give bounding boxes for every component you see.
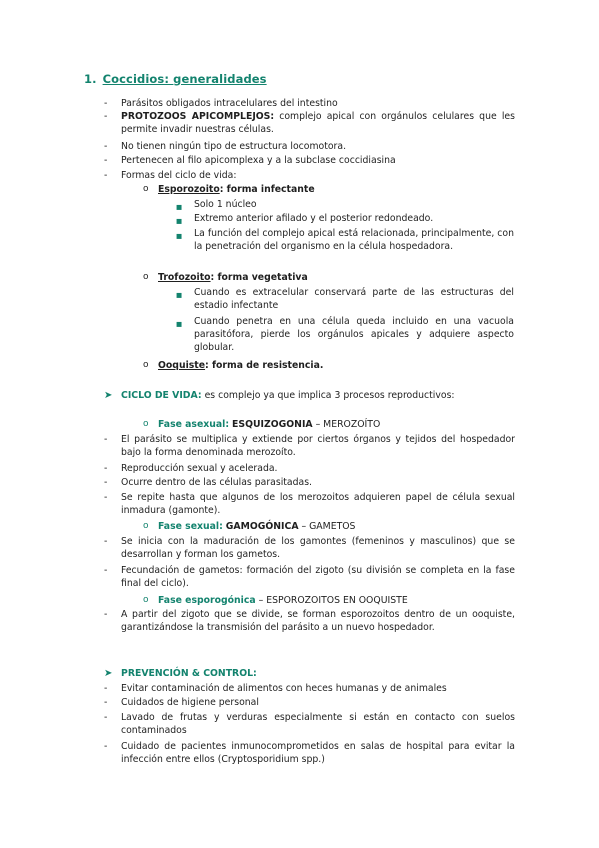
list-item-text: PROTOZOOS APICOMPLEJOS: complejo apical con orgánulos celulares que les permite invadir nuestras células. xyxy=(121,111,515,135)
list-item-text: Parásitos obligados intracelulares del intestino xyxy=(121,98,338,109)
arrow-bullet-icon: ➤ xyxy=(104,668,113,679)
dash-bullet: - xyxy=(104,170,108,181)
circle-bullet: o xyxy=(143,419,149,429)
square-bullet-icon: ■ xyxy=(176,217,183,225)
circle-bullet: o xyxy=(143,184,149,194)
square-bullet-icon: ■ xyxy=(176,320,183,328)
square-bullet-icon: ■ xyxy=(176,203,183,211)
dash-bullet: - xyxy=(104,111,108,122)
dash-bullet: - xyxy=(104,98,108,109)
heading-number: 1. xyxy=(84,72,97,86)
arrow-bullet-icon: ➤ xyxy=(104,390,113,401)
circle-bullet: o xyxy=(143,521,149,531)
list-item-text: No tienen ningún tipo de estructura locomotora. xyxy=(121,141,347,152)
list-item-text: Pertenecen al filo apicomplexa y a la subclase coccidiasina xyxy=(121,155,396,166)
square-bullet-icon: ■ xyxy=(176,291,183,299)
circle-bullet: o xyxy=(143,272,149,282)
circle-bullet: o xyxy=(143,360,149,370)
dash-bullet: - xyxy=(104,155,108,166)
dash-bullet: - xyxy=(104,141,108,152)
heading-title: Coccidios: generalidades xyxy=(102,72,267,86)
list-item-text: Formas del ciclo de vida: xyxy=(121,170,237,181)
document-page: 1. Coccidios: generalidades - Parásitos obligados intracelulares del intestino - PROTOZOOS APICOMPLEJOS: complejo apical con orgánulos celulares que les permite invadir nuestras células. - No tienen ningún tipo de estructura locomotora. - Pertenecen al filo apicomplexa y a la subclase coccidiasina - Formas del ciclo de vida: o Esporozoito: forma infectante ■ Solo 1 núcleo ■ Extremo anterior afilado y el posterior redondeado. ■ La función del complejo apical está relacionada, principalmente, con la penetración del organismo en la célula hospedadora. o Trofozoito: forma vegetativa ■ Cuando es extracelular conservará parte de las estructuras del estadio infectante ■ Cuando penetra en una célula queda incluido en una vacuola parasitófora, pierde los orgánulos apicales y adquiere aspecto globular. o Ooquiste: forma de resistencia. ➤ CICLO DE VIDA: es complejo ya que implica 3 procesos reproductivos: o Fase asexual: ESQUIZOGONIA – MEROZOÍTO - El parásito se multiplica y extiende por ciertos órganos y tejidos del hospedador bajo la forma denominada merozoíto. - Reproducción sexual y acelerada. - Ocurre dentro de las células parasitadas. - Se repite hasta que algunos de los merozoitos adquieren papel de célula sexual inmadura (gamonte). o Fase sexual: GAMOGÓNICA – GAMETOS - Se inicia con la maduración de los gamontes (femeninos y masculinos) que se desarrollan y forman los gametos. - Fecundación de gametos: formación del zigoto (su división se completa en la fase final del ciclo). o Fase esporogónica – ESPOROZOITOS EN OOQUISTE - A partir del zigoto que se divide, se forman esporozoitos dentro de un ooquiste, garantizándose la transmisión del parásito a un nuevo hospedador. ➤ PREVENCIÓN & CONTROL: - Evitar contaminación de alimentos con heces humanas y de animales - Cuidados de higiene personal - Lavado de frutas y verduras especialmente si están en contacto con suelos contaminados - Cuidado de pacientes inmunocomprometidos en salas de hospital para evitar la infección entre ellos (Cryptosporidium spp.) xyxy=(84,72,515,765)
section-heading xyxy=(84,72,267,86)
square-bullet-icon: ■ xyxy=(176,232,183,240)
circle-bullet: o xyxy=(143,595,149,605)
